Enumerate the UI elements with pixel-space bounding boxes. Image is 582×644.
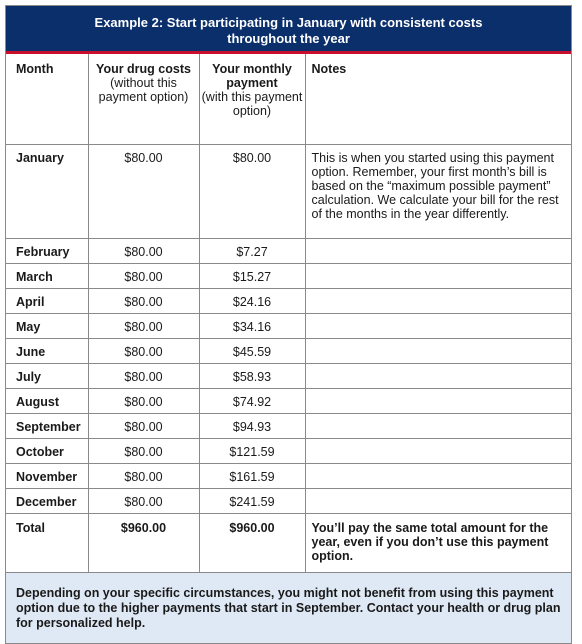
header-monthly-payment-sub: (with this payment option) [201,90,303,118]
notes-cell [305,364,571,389]
drug-cost-cell: $80.00 [88,289,199,314]
monthly-payment-cell: $34.16 [199,314,305,339]
header-row [6,54,571,145]
month-cell: October [6,439,88,464]
drug-cost-cell: $80.00 [88,264,199,289]
drug-cost-cell: $80.00 [88,439,199,464]
month-cell: June [6,339,88,364]
drug-cost-cell: $80.00 [88,489,199,514]
month-cell: December [6,489,88,514]
notes-cell [305,489,571,514]
drug-cost-cell: $80.00 [88,464,199,489]
monthly-payment-cell: $960.00 [199,514,305,573]
header-month: Month [6,54,88,145]
table-row [6,464,571,489]
month-cell: July [6,364,88,389]
month-cell: February [6,239,88,264]
month-cell: September [6,414,88,439]
table-title-bar [6,6,571,54]
month-cell: May [6,314,88,339]
notes-cell [305,314,571,339]
drug-cost-cell: $80.00 [88,414,199,439]
header-monthly-payment [199,54,305,145]
table-row [6,389,571,414]
notes-cell [305,239,571,264]
table-row [6,514,571,573]
monthly-payment-cell: $58.93 [199,364,305,389]
table-row [6,414,571,439]
month-cell: March [6,264,88,289]
monthly-payment-cell: $7.27 [199,239,305,264]
header-drug-costs-sub: (without this payment option) [98,76,189,104]
notes-cell [305,339,571,364]
month-cell: August [6,389,88,414]
table-row [6,314,571,339]
header-drug-costs-label: Your drug costs [96,62,191,76]
month-cell: January [6,145,88,239]
monthly-payment-cell: $121.59 [199,439,305,464]
table-row [6,339,571,364]
drug-cost-cell: $80.00 [88,389,199,414]
notes-cell [305,414,571,439]
monthly-payment-cell: $241.59 [199,489,305,514]
monthly-payment-cell: $161.59 [199,464,305,489]
notes-cell: You’ll pay the same total amount for the year, even if you don’t use this payment option. [305,514,571,573]
header-monthly-payment-label: Your monthly payment [212,62,292,90]
table-row [6,439,571,464]
drug-cost-cell: $80.00 [88,239,199,264]
drug-cost-cell: $80.00 [88,364,199,389]
month-cell: April [6,289,88,314]
example-table-panel [5,5,572,644]
header-notes: Notes [305,54,571,145]
table-body [6,145,571,573]
table-row [6,364,571,389]
monthly-payment-cell: $94.93 [199,414,305,439]
notes-cell [305,439,571,464]
drug-cost-cell: $80.00 [88,339,199,364]
drug-cost-cell: $80.00 [88,145,199,239]
notes-cell [305,264,571,289]
table-row [6,239,571,264]
table-row [6,289,571,314]
table-row [6,264,571,289]
monthly-payment-cell: $74.92 [199,389,305,414]
notes-cell: This is when you started using this payment option. Remember, your first month’s bill is based on the “maximum possible payment” calculation. We calculate your bill for the rest of the months in the year differently. [305,145,571,239]
drug-cost-cell: $80.00 [88,314,199,339]
monthly-payment-cell: $45.59 [199,339,305,364]
table-row [6,489,571,514]
table-title: Example 2: Start participating in January with consistent costs throughout the year [94,15,483,46]
header-drug-costs [88,54,199,145]
monthly-payment-cell: $80.00 [199,145,305,239]
monthly-payment-cell: $15.27 [199,264,305,289]
drug-cost-cell: $960.00 [88,514,199,573]
payment-table [6,54,571,573]
notes-cell [305,389,571,414]
notes-cell [305,464,571,489]
month-cell: November [6,464,88,489]
footer-note: Depending on your specific circumstances, you might not benefit from using this payment option due to the higher payments that start in September. Contact your health or drug plan for personalized help. [6,573,571,643]
notes-cell [305,289,571,314]
table-row [6,145,571,239]
monthly-payment-cell: $24.16 [199,289,305,314]
month-cell: Total [6,514,88,573]
